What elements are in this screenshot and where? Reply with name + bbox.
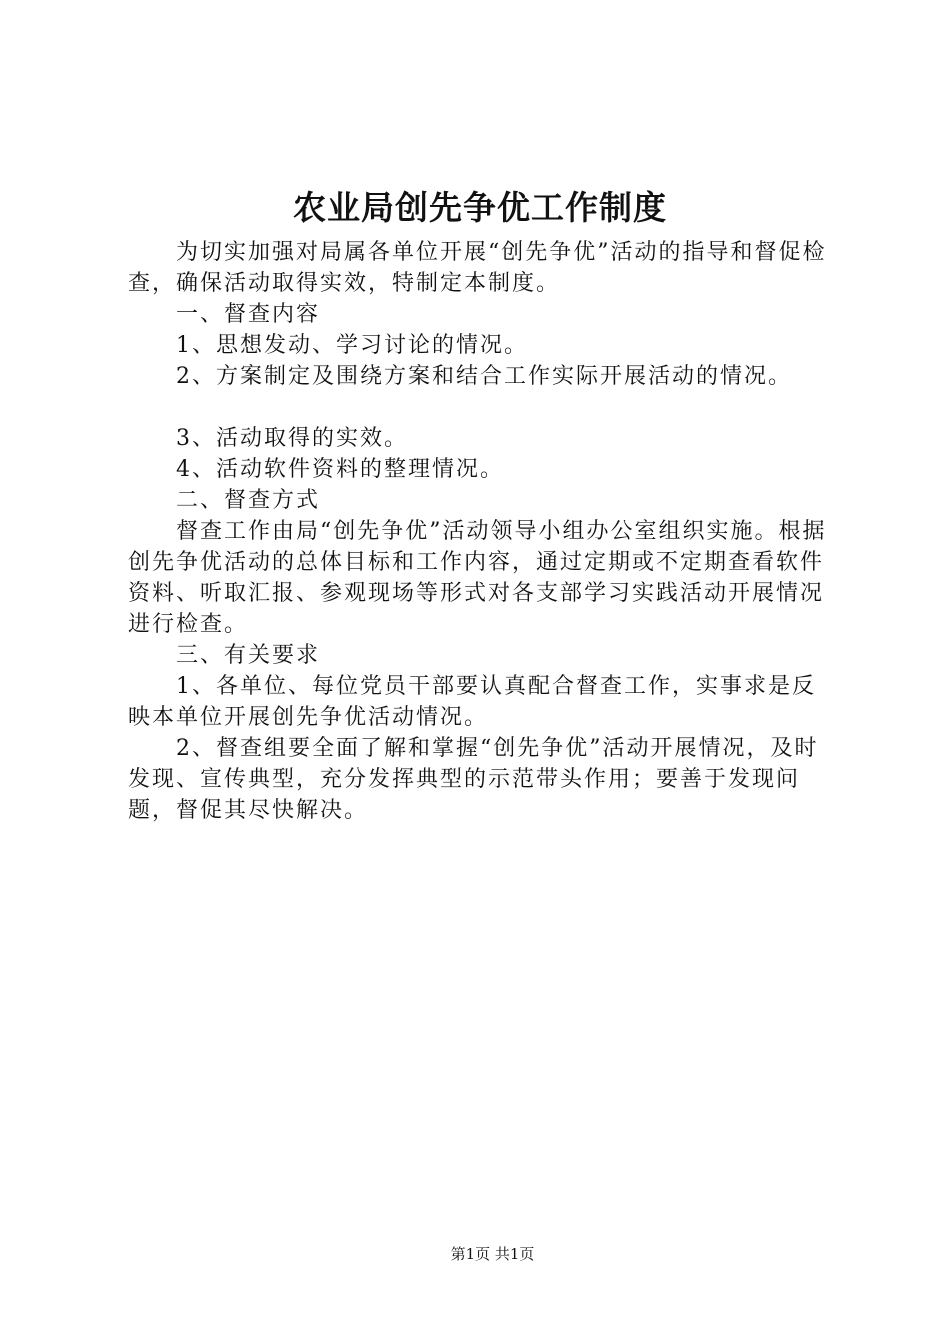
section-heading-requirements: 三、有关要求: [176, 643, 321, 668]
page-footer: 第1页 共1页: [450, 1245, 535, 1263]
document-title: 农业局创先争优工作制度: [293, 188, 667, 227]
requirement-item-2: 2、督查组要全面了解和掌握“创先争优”活动开展情况，及时发现、宣传典型，充分发挥典型的示范带头作用；要善于发现问题，督促其尽快解决。: [128, 736, 819, 823]
document-body: [128, 237, 836, 826]
intro-paragraph: 为切实加强对局属各单位开展“创先争优”活动的指导和督促检查，确保活动取得实效，特制定本制度。: [128, 240, 827, 296]
method-paragraph: 督查工作由局“创先争优”活动领导小组办公室组织实施。根据创先争优活动的总体目标和工作内容，通过定期或不定期查看软件资料、听取汇报、参观现场等形式对各支部学习实践活动开展情况进行检查。: [128, 519, 827, 637]
content-item-1: 1、思想发动、学习讨论的情况。: [176, 333, 528, 358]
content-item-4: 4、活动软件资料的整理情况。: [176, 457, 504, 482]
section-heading-inspection-content: 一、督查内容: [176, 302, 321, 327]
content-item-3: 3、活动取得的实效。: [176, 426, 408, 451]
section-heading-inspection-method: 二、督查方式: [176, 488, 321, 513]
requirement-item-1: 1、各单位、每位党员干部要认真配合督查工作，实事求是反映本单位开展创先争优活动情况。: [128, 674, 816, 730]
paragraph-gap: [128, 392, 836, 423]
content-item-2: 2、方案制定及围绕方案和结合工作实际开展活动的情况。: [176, 364, 792, 389]
